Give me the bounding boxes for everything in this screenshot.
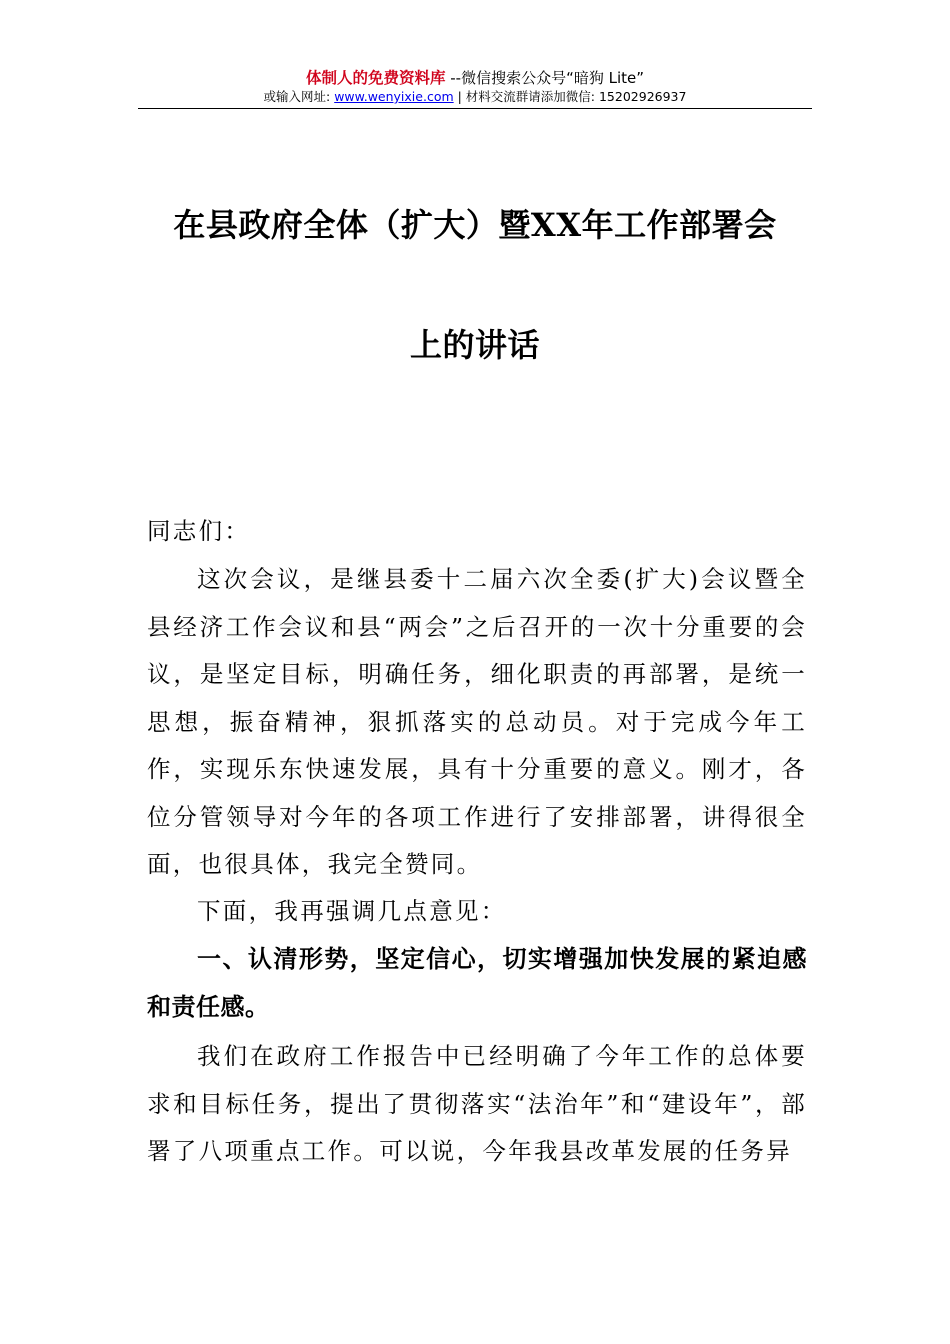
header-url-suffix: | 材料交流群请添加微信: 15202926937 [453, 89, 687, 104]
header-url-link[interactable]: www.wenyixie.com [334, 89, 454, 104]
paragraph-3: 我们在政府工作报告中已经明确了今年工作的总体要求和目标任务，提出了贯彻落实“法治年”和“建设年”，部署了八项重点工作。可以说，今年我县改革发展的任务异 [147, 1042, 807, 1165]
document-title-line-2: 上的讲话 [409, 326, 540, 364]
header-line-2 [138, 88, 812, 106]
document-title-line-1: 在县政府全体（扩大）暨XX年工作部署会 [173, 206, 777, 244]
salutation: 同志们： [147, 517, 251, 545]
paragraph-2: 下面，我再强调几点意见： [197, 897, 507, 925]
section-heading-1: 一、认清形势，坚定信心，切实增强加快发展的紧迫感和责任感。 [147, 945, 807, 1021]
page-header [138, 68, 812, 106]
header-url-prefix: 或输入网址: [263, 89, 335, 104]
header-divider [138, 108, 812, 109]
header-brand: 体制人的免费资料库 [305, 69, 446, 87]
header-line-1 [138, 68, 812, 88]
paragraph-1: 这次会议，是继县委十二届六次全委(扩大)会议暨全县经济工作会议和县“两会”之后召开的一次十分重要的会议，是坚定目标，明确任务，细化职责的再部署，是统一思想，振奋精神，狠抓落实的总动员。对于完成今年工作，实现乐东快速发展，具有十分重要的意义。刚才，各位分管领导对今年的各项工作进行了安排部署，讲得很全面，也很具体，我完全赞同。 [147, 565, 807, 878]
header-brand-suffix: --微信搜索公众号“暗狗 Lite” [445, 69, 645, 87]
